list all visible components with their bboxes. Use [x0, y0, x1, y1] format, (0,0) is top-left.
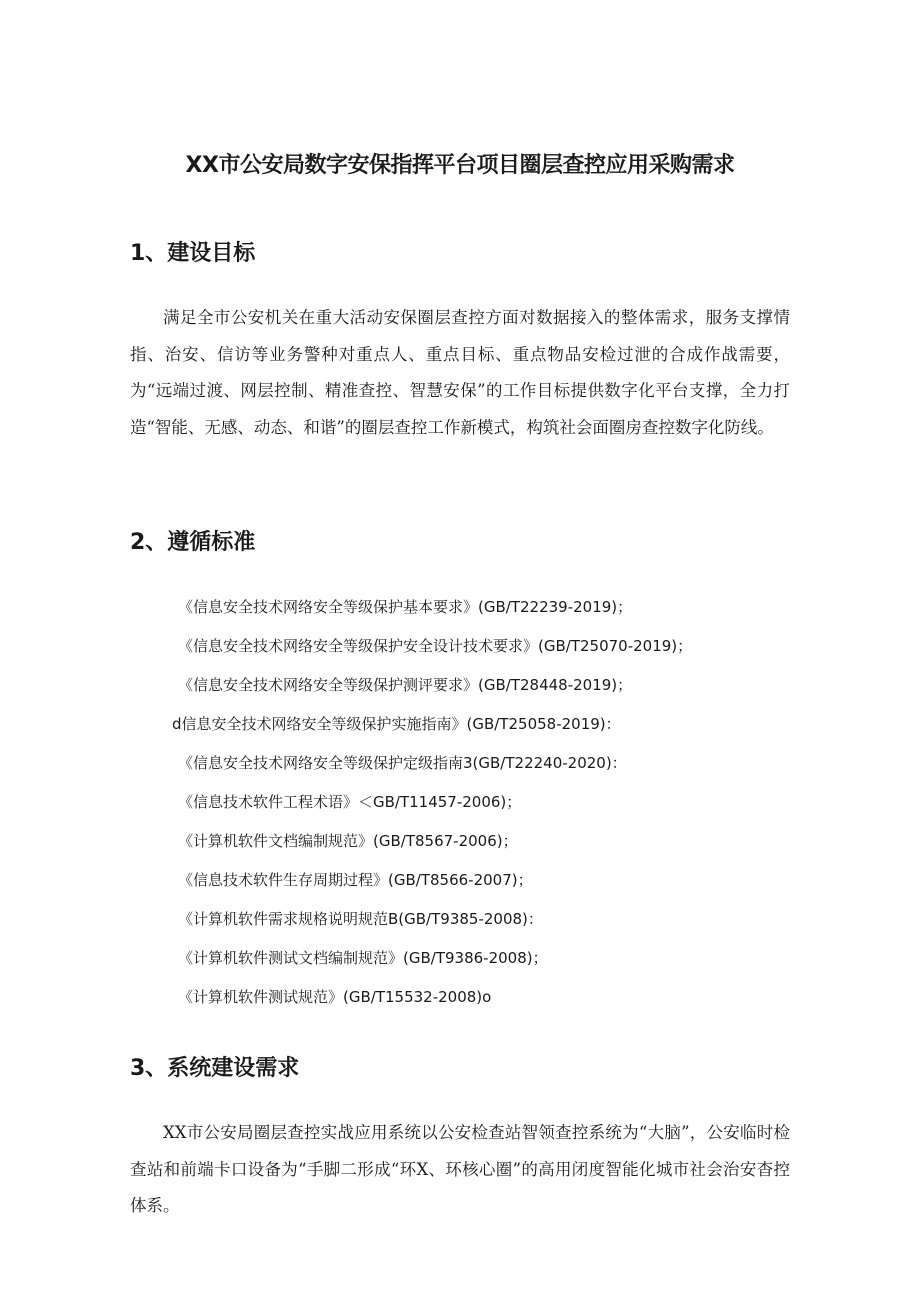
- standard-item: d信息安全技术网络安全等级保护实施指南》(GB/T25058-2019)：: [172, 715, 621, 733]
- standard-item: 《计算机软件文档编制规范》(GB/T8567-2006)；: [178, 832, 518, 850]
- standard-item: 《信息安全技术网络安全等级保护测评要求》(GB/T28448-2019)；: [178, 676, 633, 694]
- standards-list: [172, 592, 693, 1021]
- standard-item: 《信息安全技术网络安全等级保护基本要求》(GB/T22239-2019)；: [178, 598, 633, 616]
- section-heading-standards: 2、遵循标准: [130, 530, 256, 555]
- standard-item: 《计算机软件测试规范》(GB/T15532-2008)o: [178, 988, 492, 1006]
- section-heading-requirements: 3、系统建设需求: [130, 1056, 300, 1081]
- section-heading-goals: 1、建设目标: [130, 241, 256, 266]
- section-paragraph-goals: 满足全市公安机关在重大活动安保圈层查控方面对数据接入的整体需求，服务支撑情指、治安、信访等业务警种对重点人、重点目标、重点物品安检过泄的合成作战需要，为“远端过渡、网层控制、精准查控、智慧安保”的工作目标提供数字化平台支撑，全力打造“智能、无感、动态、和谐”的圈层查控工作新模式，构筑社会面圈房查控数字化防线。: [130, 308, 790, 437]
- standard-item: 《计算机软件需求规格说明规范B(GB/T9385-2008)：: [178, 910, 543, 928]
- section-paragraph-requirements: XX市公安局圈层查控实战应用系统以公安检查站智领查控系统为“大脑”，公安临时检查站和前端卡口设备为“手脚二形成“环X、环核心圈”的高用闭度智能化城市社会治安杳控体系。: [130, 1123, 790, 1215]
- standard-item: 《信息技术软件生存周期过程》(GB/T8566-2007)；: [178, 871, 533, 889]
- standard-item: 《信息安全技术网络安全等级保护定级指南3(GB/T22240-2020)：: [178, 754, 627, 772]
- standard-item: 《信息安全技术网络安全等级保护安全设计技术要求》(GB/T25070-2019)；: [178, 637, 693, 655]
- standard-item: 《信息技术软件工程术语》＜GB/T11457-2006)；: [178, 793, 522, 811]
- standard-item: 《计算机软件测试文档编制规范》(GB/T9386-2008)；: [178, 949, 548, 967]
- document-title: XX市公安局数字安保指挥平台项目圈层查控应用采购需求: [185, 153, 735, 178]
